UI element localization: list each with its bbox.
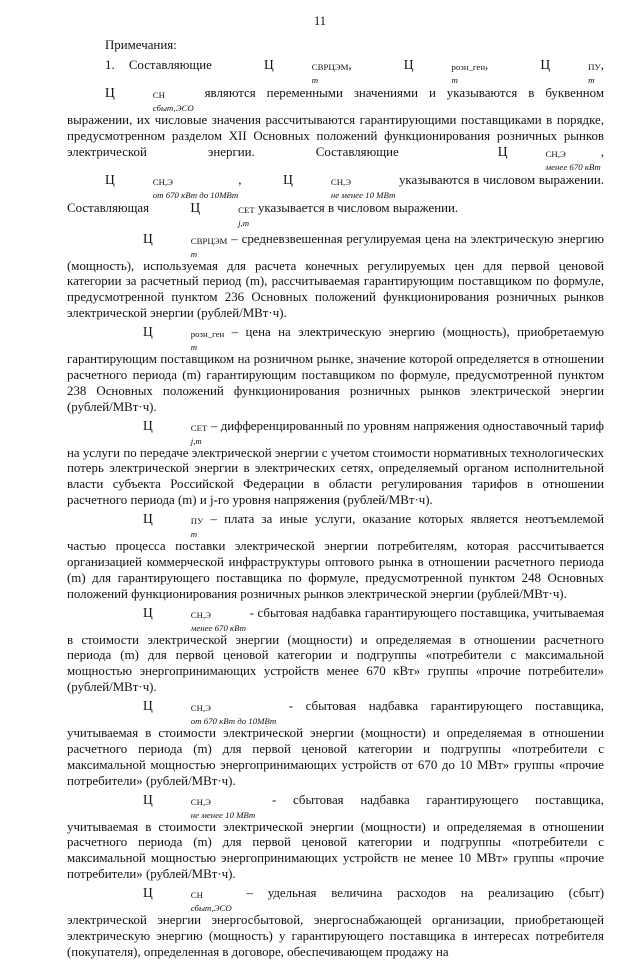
symbol-base-letter: Ц: [143, 417, 153, 433]
definition-svrcem: Ц СВРЦЭМ m – средневзвешенная регулируемая цена на электрическую энергию (мощность), используемая для расчета конечных регулируемых цен для первой ценовой категории за расчетный период (m), рассчитываемая гарантирующим поставщиком по формуле, предусмотренной пунктом 236 Основных положений функционирования розничных рынков электрической энергии (рублей/МВт·ч).: [67, 230, 604, 321]
symbol-superscript: СЕТ: [238, 205, 255, 216]
definition-pu: Ц ПУ m – плата за иные услуги, оказание которых является неотъемлемой частью процесса поставки электрической энергии потребителям, которая рассчитывается организацией коммерческой инфраструктуры оптового рынка в отношении расчетного периода (m) для гарантирующего поставщика по формуле, предусмотренной пунктом 248 Основных положений функционирования розничных рынков электрической энергии (рублей/МВт·ч).: [67, 511, 604, 601]
symbol-subscript: менее 670 кВт: [545, 162, 601, 173]
symbol-subscript: m: [311, 74, 319, 85]
symbol-superscript: СЕТ: [190, 422, 208, 433]
symbol-subscript: m: [190, 248, 198, 259]
symbol-base-letter: Ц: [190, 200, 201, 216]
symbol-subscript: сбыт,ЭСО: [190, 903, 232, 914]
symbol-superscript: СН,Э: [190, 609, 211, 620]
symbol-superscript: ПУ: [588, 61, 601, 72]
symbol-subscript: m: [190, 529, 198, 540]
symbol-rozn-gen: [105, 324, 224, 352]
notes-body: [67, 38, 604, 963]
symbol-base-letter: Ц: [143, 698, 153, 714]
symbol-superscript: ПУ: [190, 516, 204, 527]
symbol-sbyt-eso: [67, 85, 194, 113]
symbol-superscript: СВРЦЭМ: [190, 235, 228, 246]
symbol-superscript: СН,Э: [330, 177, 352, 188]
symbol-superscript: розн_ген: [451, 61, 486, 72]
symbol-pu: [105, 511, 203, 539]
symbol-superscript: СВРЦЭМ: [311, 61, 349, 72]
symbol-superscript: СН: [152, 89, 165, 100]
symbol-svrcem: [226, 57, 348, 85]
symbol-superscript: СН,Э: [545, 149, 566, 160]
page-number: 11: [313, 14, 327, 28]
notes-heading: Примечания:: [105, 38, 177, 52]
symbol-rozn-gen: [366, 57, 485, 85]
definition-sn-lt670: Ц СН,Э менее 670 кВт - сбытовая надбавка гарантирующего поставщика, учитываемая в стоимости электрической энергии (мощности) и определяемая в отношении расчетного периода (m) для первой ценовой категории и подгруппы «потребители с максимальной мощностью энергопринимающих устройств менее 670 кВт» группы «прочие потребители» (рублей/МВт·ч).: [67, 604, 604, 695]
symbol-pu: [502, 57, 600, 85]
symbol-subscript: от 670 кВт до 10МВт: [152, 190, 239, 201]
symbol-sn-lt670: [105, 605, 246, 633]
symbol-sn-ge10: [245, 172, 395, 200]
definition-sn-670-10: Ц СН,Э от 670 кВт до 10МВт - сбытовая надбавка гарантирующего поставщика, учитываемая в стоимости электрической энергии (мощности) и определяемая в отношении расчетного периода (m) для первой ценовой категории и подгруппы «потребители с максимальной мощностью энергопринимающих устройств от 670 до 10 МВт» группы «прочие потребители» (рублей/МВт·ч).: [67, 698, 604, 788]
symbol-subscript: не менее 10 МВт: [190, 809, 256, 820]
symbol-base-letter: Ц: [143, 791, 153, 807]
symbol-sn-670-10: [105, 698, 276, 726]
symbol-subscript: менее 670 кВт: [190, 622, 246, 633]
symbol-subscript: сбыт,ЭСО: [152, 102, 194, 113]
definition-rozn-gen: Ц розн_ген m – цена на электрическую энергию (мощность), приобретаемую гарантирующим поставщиком на розничном рынке, значение которой определяется в отношении расчетного периода (m) гарантирующим поставщиком по формуле, предусмотренной пунктом 238 Основных положений функционирования розничных рынков электрической энергии (рублей/МВт·ч).: [67, 324, 604, 414]
symbol-subscript: m: [588, 74, 595, 85]
symbol-svrcem: [105, 231, 227, 259]
definition-sn-ge10: Ц СН,Э не менее 10 МВт - сбытовая надбавка гарантирующего поставщика, учитываемая в стоимости электрической энергии (мощности) и определяемая в отношении расчетного периода (m) для первой ценовой категории и подгруппы «потребители с максимальной мощностью энергопринимающих устройств не менее 10 МВт» группы «прочие потребители» (рублей/МВт·ч).: [67, 791, 604, 881]
symbol-base-letter: Ц: [403, 56, 414, 72]
definition-sbyt-eso: Ц СН сбыт,ЭСО – удельная величина расходов на реализацию (сбыт) электрической энергии энергосбытовой, энергоснабжающей организации, приобретающей электрическую энергию (мощность) у гарантирующего поставщика в интересах потребителя (покупателя), определенная в договоре, обеспечивающем продажу на: [67, 885, 604, 959]
symbol-base-letter: Ц: [105, 172, 115, 188]
symbol-base-letter: Ц: [264, 56, 274, 72]
symbol-superscript: СН,Э: [190, 703, 211, 714]
symbol-set: [152, 200, 254, 228]
symbol-set: [105, 418, 207, 446]
symbol-base-letter: Ц: [497, 144, 508, 160]
symbol-subscript: m: [451, 74, 458, 85]
symbol-subscript: j,m: [190, 435, 202, 446]
definition-set: Ц СЕТ j,m – дифференцированный по уровням напряжения одноставочный тариф на услуги по передаче электрической энергии с учетом стоимости нормативных технологических потерь электрической энергии в электрических сетях, определяемый органом исполнительной власти субъекта Российской Федерации в области регулирования тарифов в отношении расчетного периода (m) и j-го уровня напряжения (рублей/МВт·ч).: [67, 417, 604, 508]
symbol-base-letter: Ц: [143, 604, 153, 620]
symbol-base-letter: Ц: [143, 230, 153, 246]
symbol-sn-ge10: [105, 792, 255, 820]
symbol-sbyt-eso: [105, 885, 232, 913]
symbol-base-letter: Ц: [283, 172, 293, 188]
symbol-superscript: СН: [190, 890, 203, 901]
symbol-base-letter: Ц: [540, 56, 551, 72]
symbol-sn-lt670: [460, 144, 601, 172]
symbol-superscript: СН,Э: [190, 796, 211, 807]
symbol-subscript: j,m: [238, 218, 250, 229]
symbol-base-letter: Ц: [143, 324, 153, 340]
symbol-base-letter: Ц: [143, 885, 153, 901]
symbol-superscript: розн_ген: [190, 329, 225, 340]
symbol-subscript: не менее 10 МВт: [330, 190, 396, 201]
paragraph-1: 1. Составляющие Ц СВРЦЭМ m , Ц розн_ген m , Ц ПУ m , Ц СН сбыт,ЭСО являются переменными значениями и указываются в буквенном выражении, их числовые значения рассчитываются гарантирующими поставщиками в порядке, предусмотренном разделом XII Основных положений функционирования розничных рынков электрической энергии. Составляющие Ц СН,Э менее 670 кВт , Ц СН,Э от 670 кВт до 10МВт , Ц СН,Э не менее 10 МВт указываются в числовом выражении. Составляющая Ц СЕТ j,m указывается в числовом выражении.: [67, 56, 604, 229]
symbol-sn-670-10: [67, 172, 238, 200]
symbol-base-letter: Ц: [143, 511, 153, 527]
symbol-subscript: от 670 кВт до 10МВт: [190, 716, 277, 727]
symbol-superscript: СН,Э: [152, 177, 173, 188]
symbol-base-letter: Ц: [105, 84, 115, 100]
symbol-subscript: m: [190, 342, 198, 353]
